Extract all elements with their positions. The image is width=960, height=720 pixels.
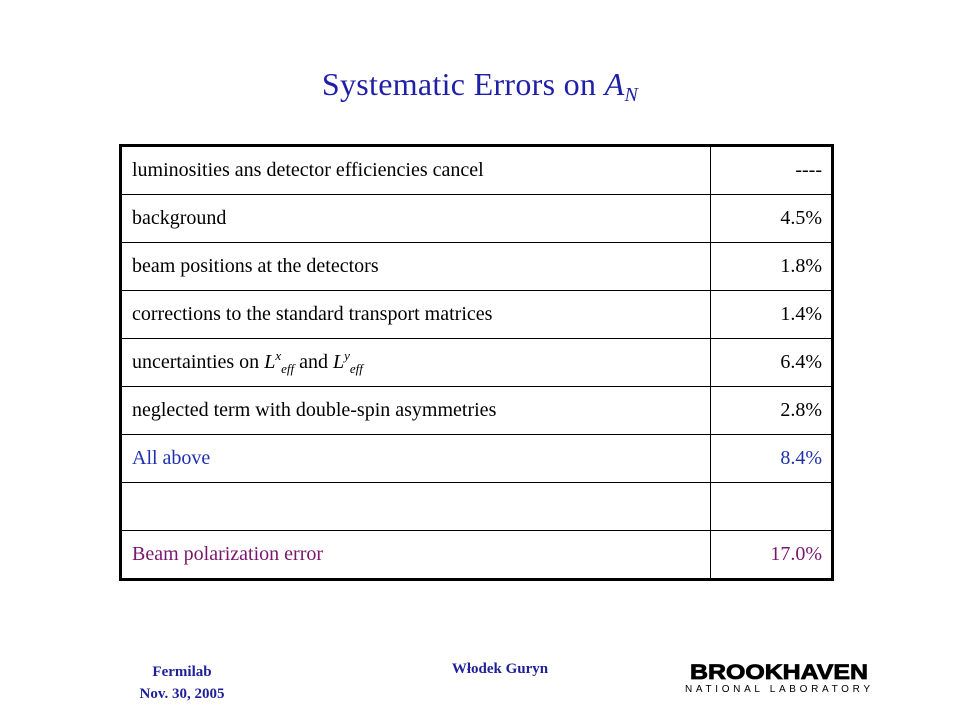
row-label-luminosity-lengths: [121, 339, 711, 387]
table-row: [121, 243, 833, 291]
brookhaven-logo: [683, 657, 873, 697]
row-label: All above: [121, 435, 711, 483]
table-row: [121, 387, 833, 435]
subscript-eff: eff: [281, 361, 295, 376]
superscript-y: y: [344, 348, 350, 363]
table-row: [121, 195, 833, 243]
symbol-l: L: [264, 351, 276, 373]
systematic-errors-table: [119, 144, 834, 581]
footer-author: Włodek Guryn: [451, 661, 549, 677]
logo-subtitle: NATIONAL LABORATORY: [685, 684, 870, 695]
subscript-eff: eff: [349, 361, 363, 376]
row-value: 6.4%: [711, 339, 833, 387]
row-value: ----: [711, 146, 833, 195]
title-symbol: A: [604, 66, 625, 102]
table-row-total: [121, 435, 833, 483]
row-label: background: [121, 195, 711, 243]
table-row-polarization: [121, 531, 833, 580]
row-value: 1.8%: [711, 243, 833, 291]
table-row-empty: [121, 483, 833, 531]
table-row: [121, 146, 833, 195]
title-subscript: N: [624, 84, 639, 106]
row-value: 2.8%: [711, 387, 833, 435]
superscript-x: x: [275, 348, 282, 363]
label-conjunction: and: [294, 351, 333, 373]
row-label: beam positions at the detectors: [121, 243, 711, 291]
row-value: 17.0%: [711, 531, 833, 580]
row-value: 8.4%: [711, 435, 833, 483]
footer-institution: Fermilab: [152, 664, 212, 680]
table-row: [121, 291, 833, 339]
symbol-l: L: [332, 351, 345, 373]
logo-wordmark: BROOKHAVEN: [690, 661, 868, 684]
row-label: corrections to the standard transport matrices: [121, 291, 711, 339]
slide-title: [0, 66, 960, 107]
table-row: [121, 339, 833, 387]
footer-date: Nov. 30, 2005: [139, 686, 225, 702]
row-label: neglected term with double-spin asymmetries: [121, 387, 711, 435]
title-text: Systematic Errors on: [321, 66, 605, 102]
label-prefix: uncertainties on: [132, 351, 265, 373]
row-label: luminosities ans detector efficiencies cancel: [121, 146, 711, 195]
row-value: 4.5%: [711, 195, 833, 243]
row-value: [711, 483, 833, 531]
row-label: Beam polarization error: [121, 531, 711, 580]
row-label: [121, 483, 711, 531]
row-value: 1.4%: [711, 291, 833, 339]
footer-institution-date: [112, 661, 252, 705]
